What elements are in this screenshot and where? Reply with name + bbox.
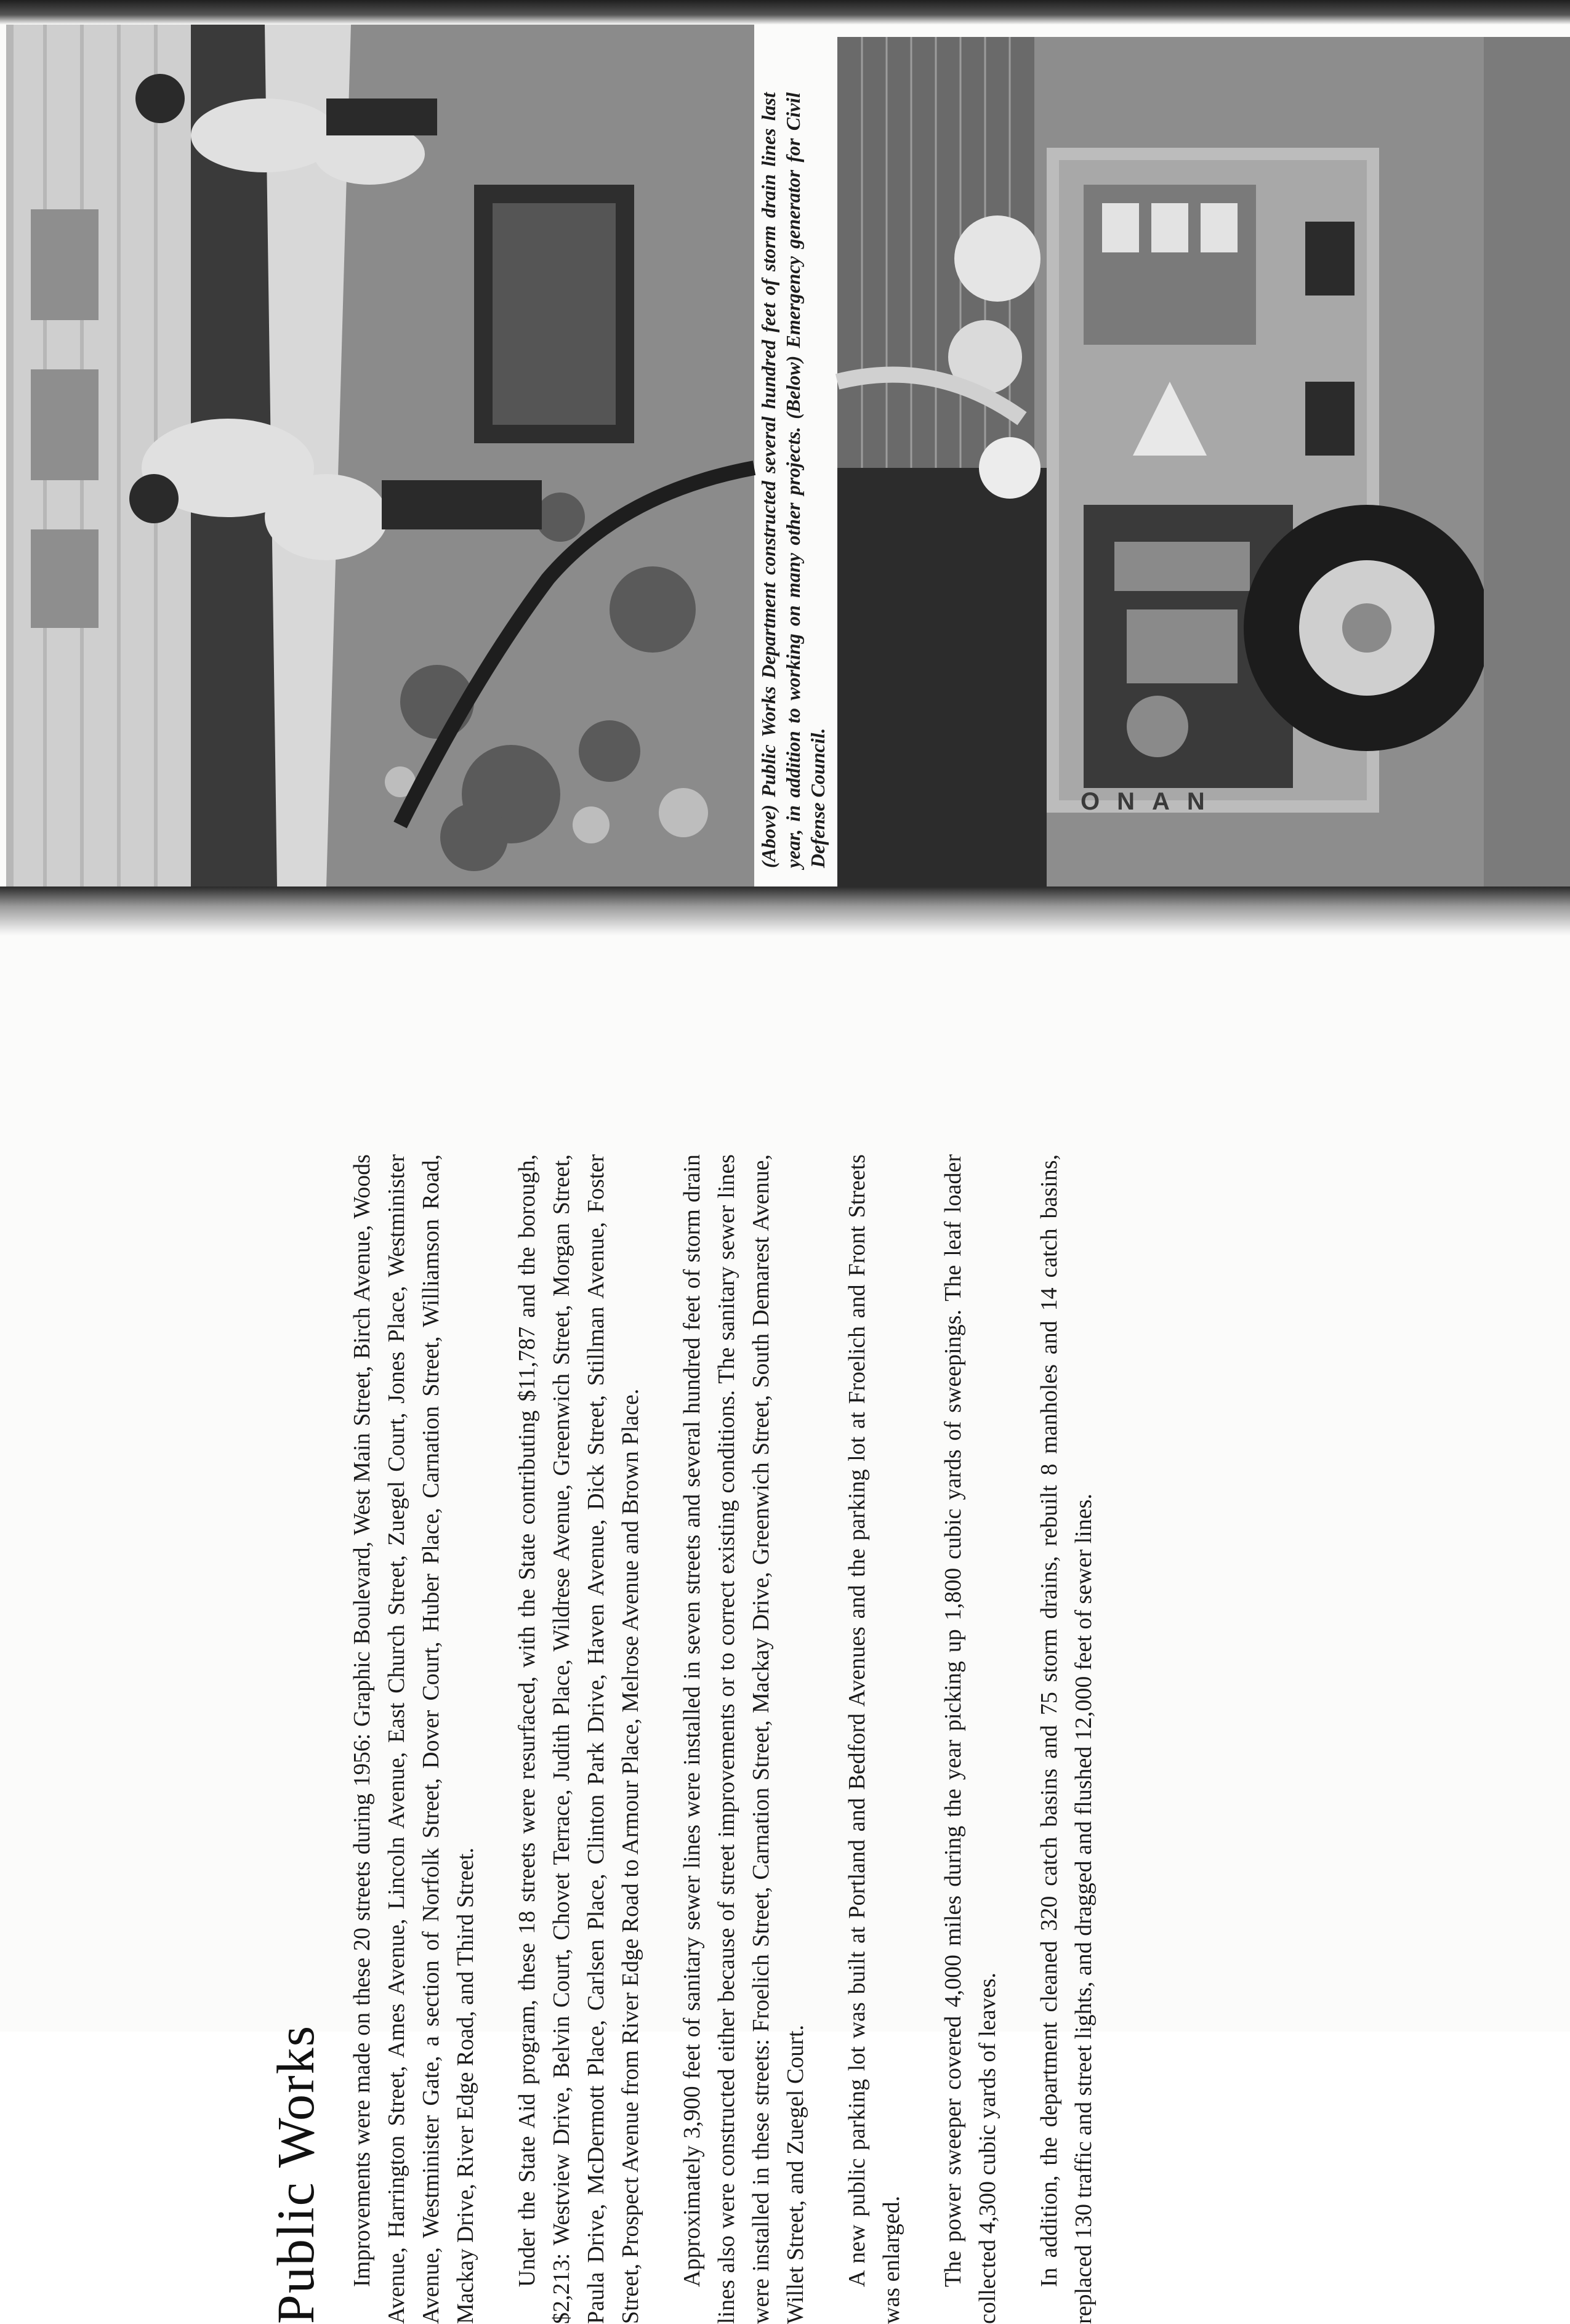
article-body [265,1154,1097,2324]
paragraph-streets: Improvements were made on these 20 streets during 1956: Graphic Boulevard, West Main Street, Birch Avenue, Woods Avenue, Harrington Street, Ames Avenue, Lincoln Avenue, East Church Street, Zuegel Court, Jones Place, Westminister Avenue, Westminister Gate, a section of Norfolk Street, Dover Court, Huber Place, Carnation Street, Williamson Road, Mackay Drive, River Edge Road, and Third Street. [349,1154,478,2324]
paragraph-sweeper: The power sweeper covered 4,000 miles during the year picking up 1,800 cubic yards of sweepings. The leaf loader collected 4,300 cubic yards of leaves. [940,1154,1000,2324]
paragraph-maintenance: In addition, the department cleaned 320 catch basins and 75 storm drains, rebuilt 8 manholes and 14 catch basins, replaced 130 traffic and street lights, and dragged and flushed 12,000 feet of sewer lines. [1036,1154,1097,2324]
article-rotated [265,391,1435,2324]
paragraph-state-aid: Under the State Aid program, these 18 streets were resurfaced, with the State contributing $11,787 and the borough, $2,213: Westview Drive, Belvin Court, Chovet Terrace, Judith Place, Wildrese Avenue, Greenwich Street, Morgan Street, Paula Drive, McDermott Place, Carlsen Place, Clinton Park Drive, Haven Avenue, Dick Street, Stillman Avenue, Foster Street, Prospect Avenue from River Edge Road to Armour Place, Melrose Avenue and Brown Place. [514,1154,643,2324]
binding-shadow [0,0,1570,25]
paragraph-sewer-lines: Approximately 3,900 feet of sanitary sewer lines were installed in seven streets and several hundred feet of storm drain lines also were constructed either because of street improvements or to correct existing conditions. The sanitary sewer lines were installed in these streets: Froelich Street, Carnation Street, Mackay Drive, Greenwich Street, South Demarest Avenue, Willet Street, and Zuegel Court. [679,1154,808,2324]
article-area [234,1000,1465,2324]
page-title: Public Works [266,2024,325,2324]
paragraph-parking-lot: A new public parking lot was built at Portland and Bedford Avenues and the parking lot at Froelich and Front Streets was enlarged. [844,1154,904,2324]
photo-caption: (Above) Public Works Department constructed several hundred feet of storm drain lines last year, in addition to working on many other projects. (Below) Emergency generator for Civil Defense Council. [757,92,829,868]
generator-lettering: ONAN [1081,788,1222,815]
